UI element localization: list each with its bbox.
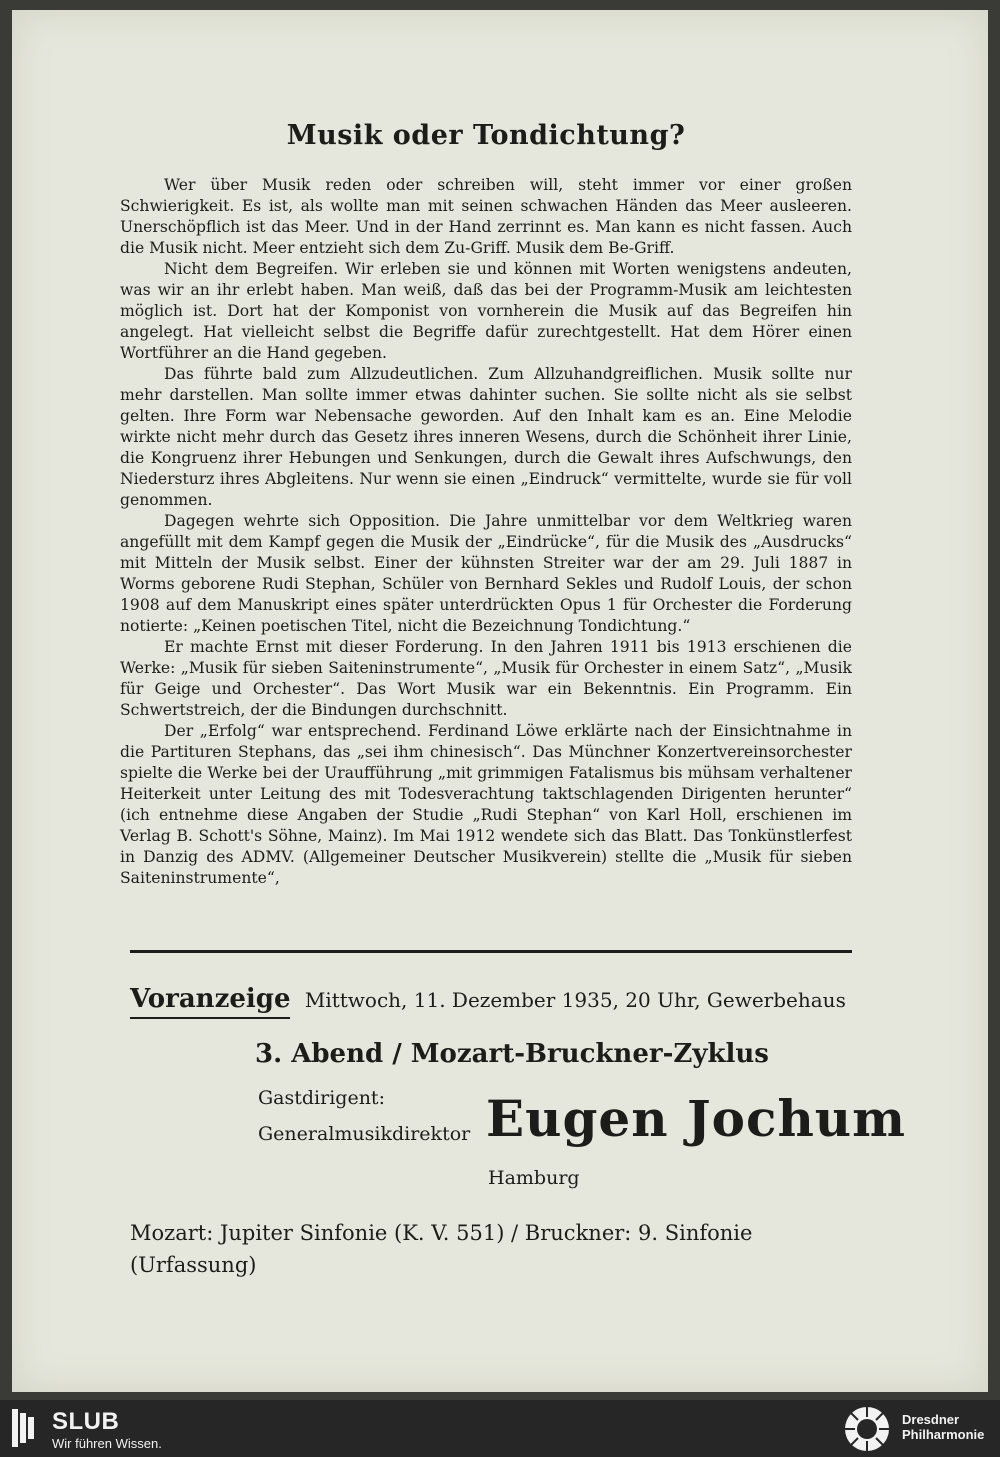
- guest-role: Generalmusikdirektor: [258, 1123, 471, 1145]
- article-paragraph: Nicht dem Begreifen. Wir erleben sie und können mit Worten wenigstens andeuten, was wir an ihr erlebt haben. Man weiß, daß das bei der Programm-Musik am leichtesten möglich ist. Dort hat der Komponist von vornherein die Musik auf das Begreifen hin angelegt. Hat vielleicht selbst die Begriffe dafür zurechtgestellt. Hat dem Hörer einen Wortführer an die Hand gegeben.: [120, 260, 852, 362]
- library-tagline: Wir führen Wissen.: [52, 1436, 162, 1451]
- partner-line-1: Dresdner: [902, 1412, 960, 1427]
- announcement-header: [130, 984, 852, 1019]
- article-paragraph: Wer über Musik reden oder schreiben will, steht immer vor einer großen Schwierigkeit. Es ist, als wollte man mit seinen schwachen Händen das Meer ausleeren. Unerschöpflich ist das Meer. Und in der Hand zerrinnt es. Man kann es nicht fassen. Auch die Musik nicht. Meer entzieht sich dem Zu-Griff. Musik dem Be-Griff.: [120, 176, 852, 257]
- article-body: [120, 175, 852, 889]
- footer-bar: [0, 1400, 1000, 1457]
- partner-name: [902, 1412, 984, 1442]
- library-name: SLUB: [52, 1408, 120, 1435]
- partner-line-2: Philharmonie: [902, 1427, 985, 1442]
- concert-program: Mozart: Jupiter Sinfonie (K. V. 551) / Bruckner: 9. Sinfonie (Urfassung): [130, 1221, 753, 1277]
- guest-city: Hamburg: [488, 1167, 580, 1189]
- philharmonie-logo-icon: [842, 1404, 892, 1454]
- article-paragraph: Er machte Ernst mit dieser Forderung. In den Jahren 1911 bis 1913 erschienen die Werke: „Musik für sieben Saiteninstrumente“, „Musik für Orchester in einem Satz“, „Musik für Geige und Orchester“. Das Wort Musik war ein Bekenntnis. Ein Programm. Ein Schwertstreich, der die Bindungen durchschnitt.: [120, 638, 852, 719]
- section-divider: [130, 950, 852, 953]
- concert-announcement: [130, 984, 907, 1281]
- article: [120, 120, 852, 889]
- article-title: Musik oder Tondichtung?: [286, 120, 686, 151]
- concert-title: 3. Abend / Mozart-Bruckner-Zyklus: [255, 1039, 769, 1069]
- article-paragraph: Der „Erfolg“ war entsprechend. Ferdinand Löwe erklärte nach der Einsichtnahme in die Partituren Stephans, das „sei ihm chinesisch“. Das Münchner Konzertvereinsorchester spielte die Werke bei der Uraufführung „mit grimmigen Fatalismus bis mühsam verhaltener Heiterkeit unter Leitung des mit Todesverachtung taktschlagenden Dirigenten herunter“ (ich entnehme diese Angaben der Studie „Rudi Stephan“ von Karl Holl, erschienen im Verlag B. Schott's Söhne, Mainz). Im Mai 1912 wendete sich das Blatt. Das Tonkünstlerfest in Danzig des ADMV. (Allgemeiner Deutscher Musikverein) stellte die „Musik für sieben Saiteninstrumente“,: [120, 722, 852, 887]
- announcement-label: Voranzeige: [130, 984, 290, 1019]
- article-paragraph: Das führte bald zum Allzudeutlichen. Zum Allzuhandgreiflichen. Musik sollte nur mehr darstellen. Man sollte immer etwas dahinter suchen. Sie sollte nicht als sie selbst gelten. Ihre Form war Nebensache geworden. Auf den Inhalt kam es an. Eine Melodie wirkte nicht mehr durch das Gesetz ihres inneren Wesens, durch die Schönheit ihrer Linie, die Kongruenz ihrer Hebungen und Senkungen, durch die Gewalt ihres Aufschwungs, den Niedersturz ihres Abgleitens. Nur wenn sie einen „Eindruck“ vermittelte, wurde sie für voll genommen.: [120, 365, 852, 509]
- guest-label: Gastdirigent:: [258, 1087, 385, 1109]
- slub-logo-icon: [12, 1409, 38, 1447]
- article-paragraph: Dagegen wehrte sich Opposition. Die Jahre unmittelbar vor dem Weltkrieg waren angefüllt mit dem Kampf gegen die Musik der „Eindrücke“, für die Musik des „Ausdrucks“ mit Mitteln der Musik selbst. Einer der kühnsten Streiter war der am 29. Juli 1887 in Worms geborene Rudi Stephan, Schüler von Bernhard Sekles und Rudolf Louis, der schon 1908 auf dem Manuskript eines später unterdrückten Opus 1 für Orchester die Forderung notierte: „Keinen poetischen Titel, nicht die Bezeichnung Tondichtung.“: [120, 512, 852, 635]
- guest-conductor: [130, 1083, 907, 1173]
- guest-name: Eugen Jochum: [486, 1089, 907, 1148]
- announcement-date: Mittwoch, 11. Dezember 1935, 20 Uhr, Gewerbehaus: [304, 988, 846, 1012]
